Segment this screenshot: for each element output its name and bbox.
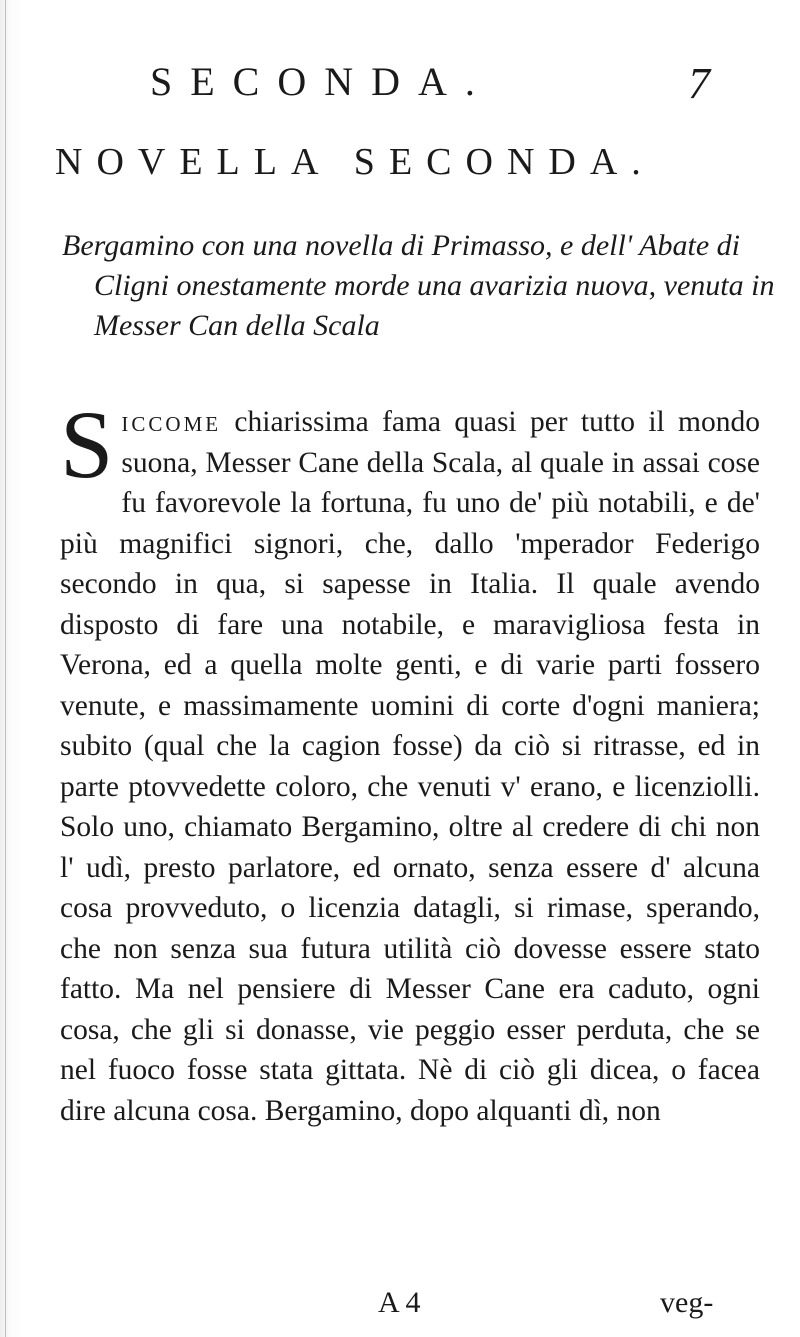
catchword: veg- [660, 1286, 714, 1319]
drop-cap: S [60, 391, 114, 498]
gutter-line [5, 0, 6, 1337]
signature-mark: A 4 [378, 1286, 421, 1319]
opening-word-rest: iccome [121, 406, 222, 438]
novella-title: NOVELLA SECONDA. [55, 141, 655, 183]
running-head: SECONDA. [150, 59, 493, 104]
body-paragraph: chiarissima fama quasi per tutto il mondo suona, Messer Cane della Scala, al quale in assai cose fu favorevole la fortuna, fu uno de' più notabili, e de' più magnifici signori, che, dallo 'mperador Federigo secondo in qua, si sapesse in Italia. Il quale avendo disposto di fare una notabile, e maravigliosa festa in Verona, ed a quella molte genti, e di varie parti fossero venute, e massimamente uomini di corte d'ogni maniera; subito (qual che la cagion fosse) da ciò si ritrasse, ed in parte ptovvedette coloro, che venuti v' erano, e licenziolli. Solo uno, chiamato Bergamino, oltre al credere di chi non l' udì, presto parlatore, ed ornato, senza essere d' alcuna cosa provveduto, o licenzia datagli, si rimase, sperando, che non senza sua futura utilità ciò dovesse essere stato fatto. Ma nel pensiere di Messer Cane era caduto, ogni cosa, che gli si donasse, vie peggio esser perduta, che se nel fuoco fosse stata gittata. Nè di ciò gli dicea, o facea dire alcuna cosa. Bergamino, dopo alquanti dì, non [60, 406, 760, 1127]
novella-summary: Bergamino con una novella di Primasso, e dell' Abate di Cligni onestamente morde una avarizia nuova, venuta in Messer Can della Scala [62, 229, 775, 342]
page-number: 7 [688, 59, 710, 108]
body-text [60, 391, 760, 1131]
